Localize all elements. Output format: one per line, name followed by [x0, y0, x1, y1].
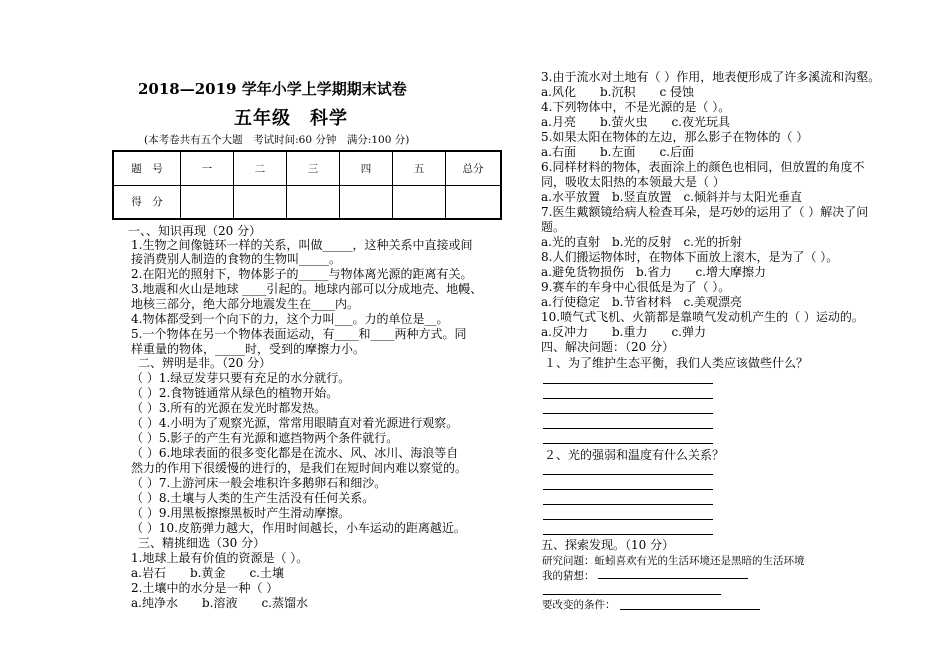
- score-cell: 题 号: [113, 151, 181, 185]
- right-line: 10.喷气式飞机、火箭都是靠喷气发动机产生的（ ）运动的。: [541, 310, 864, 324]
- score-cell: 四: [340, 151, 393, 185]
- score-cell: 五: [393, 151, 446, 185]
- score-cell: 二: [234, 151, 287, 185]
- score-cell: 一: [181, 151, 234, 185]
- left-line: （ ）4.小明为了观察光源，常常用眼睛直对着光源进行观察。: [131, 416, 459, 430]
- score-table: [112, 150, 502, 220]
- right-line: 5.如果太阳在物体的左边，那么影子在物体的（ ）: [541, 130, 809, 144]
- answer-line[interactable]: [543, 474, 713, 475]
- left-line: （ ）7.上游河床一般会堆积许多鹅卵石和细沙。: [131, 476, 387, 490]
- right-line: a.风化 b.沉积 c 侵蚀: [541, 85, 695, 99]
- left-line: a.岩石 b.黄金 c.土壤: [131, 566, 285, 580]
- section-heading: 三、精挑细选（30 分）: [138, 536, 266, 550]
- right-line: 7.医生戴额镜给病人检查耳朵，是巧妙的运用了（ ）解决了问: [541, 205, 869, 219]
- exam-title: 2018—2019 学年小学上学期期末试卷: [138, 80, 407, 98]
- answer-line[interactable]: [543, 534, 713, 535]
- left-line: （ ）10.皮筋弹力越大，作用时间越长，小车运动的距离越近。: [131, 521, 466, 535]
- change-answer-line[interactable]: [620, 609, 760, 610]
- left-line: （ ）8.土壤与人类的生产生活没有任何关系。: [131, 491, 375, 505]
- research-question: 研究问题：蚯蚓喜欢有光的生活环境还是黑暗的生活环境: [542, 555, 805, 567]
- right-line: a.避免货物损伤 b.省力 c.增大摩擦力: [541, 265, 767, 279]
- score-input-1[interactable]: [181, 185, 234, 219]
- right-line: 4.下列物体中，不是光源的是（ ）。: [541, 100, 731, 114]
- right-line: a.月亮 b.萤火虫 c.夜光玩具: [541, 115, 731, 129]
- right-line: 8.人们搬运物体时，在物体下面放上滚木，是为了（ ）。: [541, 250, 839, 264]
- score-input-total[interactable]: [446, 185, 502, 219]
- right-line: 同，吸收太阳热的本领最大是（ ）: [541, 175, 725, 189]
- score-cell: 三: [287, 151, 340, 185]
- score-table-header-row: [113, 151, 501, 185]
- left-line: 样重量的物体，_____时，受到的摩擦力小。: [131, 342, 366, 356]
- left-line: 1.生物之间像链环一样的关系，叫做_____，这种关系中直接或间: [131, 238, 473, 252]
- answer-line[interactable]: [543, 443, 713, 444]
- right-line: a.反冲力 b.重力 c.弹力: [541, 325, 707, 339]
- right-line: 9.赛车的车身中心很低是为了（ ）。: [541, 280, 731, 294]
- guess-label: 我的猜想：: [542, 570, 595, 582]
- answer-line[interactable]: [543, 519, 713, 520]
- left-line: a.纯净水 b.溶液 c.蒸馏水: [131, 596, 309, 610]
- score-input-2[interactable]: [234, 185, 287, 219]
- section-heading: 五、探索发现。（10 分）: [541, 538, 675, 552]
- problem-2: ２、光的强弱和温度有什么关系？: [544, 448, 725, 462]
- left-line: 地核三部分，绝大部分地震发生在____内。: [131, 297, 360, 311]
- left-line: 5.一个物体在另一个物体表面运动，有____和____两种方式。同: [131, 327, 467, 341]
- answer-line[interactable]: [543, 594, 721, 595]
- left-line: 4.物体都受到一个向下的力，这个力叫___。力的单位是__。: [131, 312, 449, 326]
- exam-note: (本考卷共有五个大题 考试时间:60 分钟 满分:100 分): [144, 134, 410, 146]
- answer-line[interactable]: [543, 413, 713, 414]
- left-line: 然力的作用下很缓慢的进行的，是我们在短时间内难以察觉的。: [131, 461, 468, 475]
- score-input-5[interactable]: [393, 185, 446, 219]
- score-table-score-row: [113, 185, 501, 219]
- score-cell: 得 分: [113, 185, 181, 219]
- left-line: （ ）1.绿豆发芽只要有充足的水分就行。: [131, 371, 351, 385]
- right-line: a.水平放置 b.竖直放置 c.倾斜并与太阳光垂直: [541, 190, 803, 204]
- left-line: 2.在阳光的照射下，物体影子的_____与物体离光源的距离有关。: [131, 267, 473, 281]
- left-line: 一、、知识再现（20 分）: [128, 224, 262, 238]
- exam-subtitle: 五年级 科学: [234, 108, 348, 129]
- answer-line[interactable]: [543, 398, 713, 399]
- problem-1: １、为了维护生态平衡，我们人类应该做些什么？: [544, 356, 809, 370]
- left-line: （ ）9.用黑板擦擦黑板时产生滑动摩擦。: [131, 506, 351, 520]
- answer-line[interactable]: [543, 383, 713, 384]
- left-line: 接消费别人制造的食物的生物叫_____。: [131, 252, 342, 266]
- left-line: （ ）6.地球表面的很多变化都是在流水、风、冰川、海浪等自: [131, 446, 459, 460]
- right-line: 题。: [541, 220, 566, 234]
- section-heading: 四、解决问题：（20 分）: [541, 340, 675, 354]
- right-line: a.行使稳定 b.节省材料 c.美观漂亮: [541, 295, 743, 309]
- left-line: （ ）3.所有的光源在发光时都发热。: [131, 401, 327, 415]
- left-line: （ ）2.食物链通常从绿色的植物开始。: [131, 386, 339, 400]
- score-cell: 总分: [446, 151, 502, 185]
- right-line: 3.由于流水对土地有（ ）作用，地表便形成了许多溪流和沟壑。: [541, 70, 881, 84]
- score-input-3[interactable]: [287, 185, 340, 219]
- left-line: 1.地球上最有价值的资源是（ ）。: [131, 551, 309, 565]
- section-heading: 二、辨明是非。（20 分）: [138, 356, 272, 370]
- answer-line[interactable]: [543, 428, 713, 429]
- left-line: 3.地震和火山是地球 ____引起的。地球内部可以分成地壳、地幔、: [131, 282, 483, 296]
- left-line: 2.土壤中的水分是一种（ ）: [131, 581, 279, 595]
- right-line: 6.同样材料的物体，表面涂上的颜色也相同，但放置的角度不: [541, 160, 865, 174]
- answer-line[interactable]: [543, 504, 713, 505]
- answer-line[interactable]: [543, 489, 713, 490]
- guess-answer-line[interactable]: [598, 578, 748, 579]
- right-line: a.光的直射 b.光的反射 c.光的折射: [541, 235, 743, 249]
- right-line: a.右面 b.左面 c.后面: [541, 145, 695, 159]
- left-line: （ ）5.影子的产生有光源和遮挡物两个条件就行。: [131, 431, 399, 445]
- score-input-4[interactable]: [340, 185, 393, 219]
- change-label: 要改变的条件：: [542, 599, 616, 611]
